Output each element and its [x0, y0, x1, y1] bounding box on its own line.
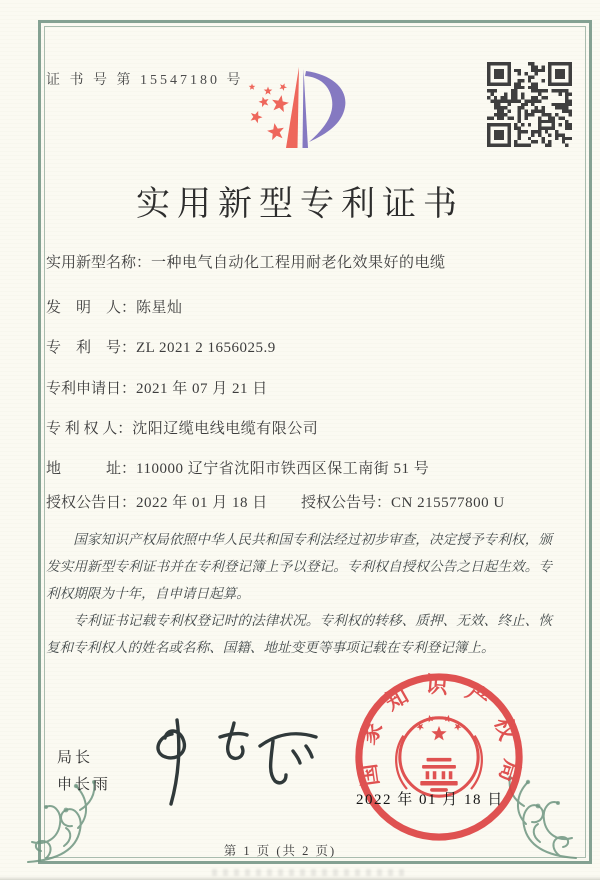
cnipa-official-seal-icon: [350, 668, 528, 846]
officer-block: [57, 744, 111, 798]
field-label: 地 址：: [46, 461, 137, 477]
field-value: 陈星灿: [136, 300, 183, 316]
national-emblem-icon: [396, 715, 482, 796]
qr-code-icon: [487, 62, 572, 147]
certificate-title: 实用新型专利证书: [136, 186, 464, 223]
field-value: 2021 年 07 月 21 日: [136, 381, 268, 397]
field-grant-number: [301, 491, 505, 512]
seal-date: 2022 年 01 月 18 日: [356, 792, 504, 808]
cnipa-logo-icon: [232, 54, 372, 166]
field-grant-date: [46, 491, 268, 512]
certificate-number: 证 书 号 第 15547180 号: [46, 73, 244, 88]
field-address: [46, 457, 429, 478]
field-label: 发 明 人：: [46, 300, 137, 316]
field-value: ZL 2021 2 1656025.9: [136, 340, 276, 356]
field-value: 沈阳辽缆电线电缆有限公司: [132, 421, 319, 437]
seal-text: 国家知识产权局: [353, 671, 526, 801]
field-filing-date: [46, 377, 268, 398]
field-label: 授权公告日：: [46, 495, 137, 511]
field-utility-model-name: [46, 251, 446, 272]
paper-bottom-edge: [0, 876, 600, 880]
field-value: 2022 年 01 月 18 日: [136, 495, 268, 511]
officer-title: 局长: [57, 749, 94, 766]
field-value: 一种电气自动化工程用耐老化效果好的电缆: [151, 255, 446, 271]
field-patentee: [46, 417, 318, 438]
field-label: 授权公告号：: [301, 495, 392, 511]
legal-paragraph-2: 专利证书记载专利权登记时的法律状况。专利权的转移、质押、无效、终止、恢复和专利权人的姓名或名称、国籍、地址变更等事项记载在专利登记簿上。: [46, 613, 552, 655]
show-through-text: [212, 869, 408, 876]
field-value: CN 215577800 U: [391, 495, 505, 511]
field-value: 110000 辽宁省沈阳市铁西区保工南街 51 号: [136, 461, 430, 477]
legal-paragraph-1: 国家知识产权局依照中华人民共和国专利法经过初步审查，决定授予专利权，颁发实用新型专利证书并在专利登记簿上予以登记。专利权自授权公告之日起生效。专利权期限为十年，自申请日起算。: [46, 532, 552, 601]
field-inventor: [46, 296, 183, 317]
commissioner-signature: [132, 710, 332, 810]
field-label: 专 利 号：: [46, 340, 137, 356]
legal-text: [46, 526, 552, 661]
field-label: 专利申请日：: [46, 381, 137, 397]
field-label: 专 利 权 人：: [46, 421, 133, 437]
field-label: 实用新型名称：: [46, 255, 152, 271]
page-footer: 第 1 页 (共 2 页): [223, 844, 337, 858]
officer-name: 申长雨: [57, 776, 112, 793]
field-patent-number: [46, 336, 276, 357]
